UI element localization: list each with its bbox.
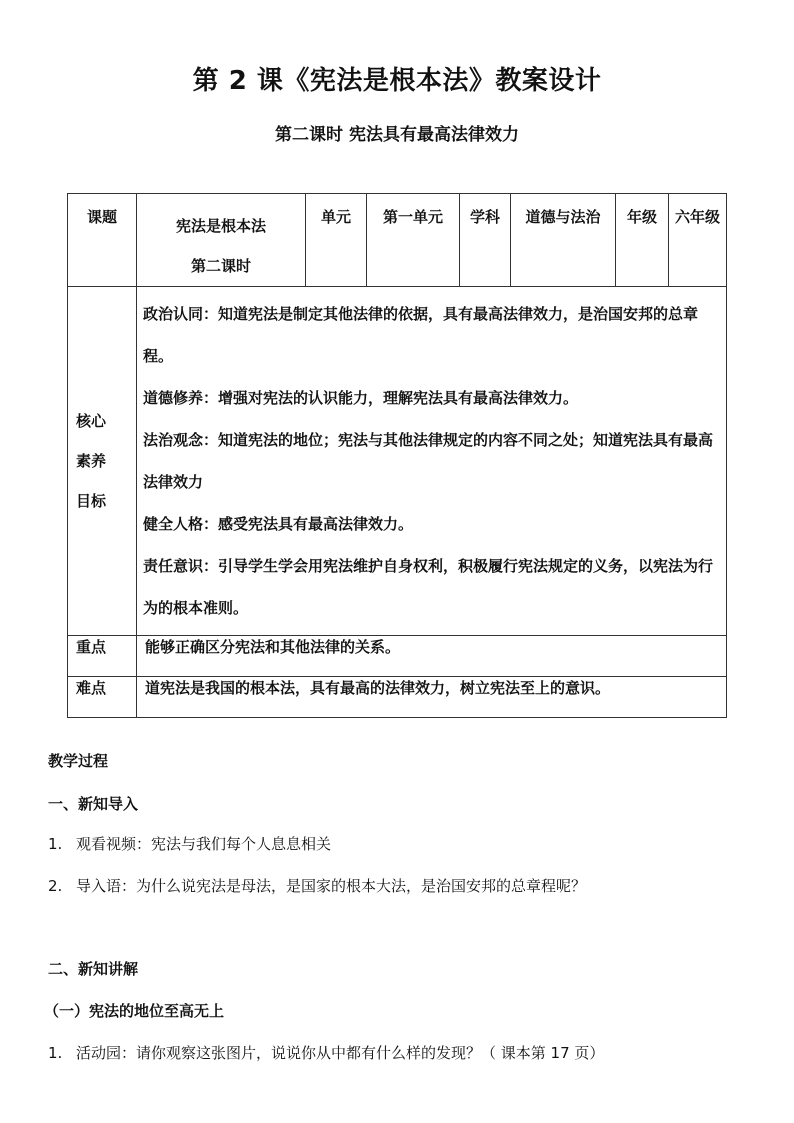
topic-line-1: 宪法是根本法 xyxy=(175,217,266,235)
subsection-heading: （一）宪法的地位至高无上 xyxy=(44,1002,225,1020)
goal-item: 道德修养：增强对宪法的认识能力，理解宪法具有最高法律效力。 xyxy=(143,389,579,407)
subject-value-cell: 道德与法治 xyxy=(511,194,616,287)
key-point-value-cell: 能够正确区分宪法和其他法律的关系。 xyxy=(137,636,727,677)
section-heading: 二、新知讲解 xyxy=(48,960,139,978)
page-title: 第 2 课《宪法是根本法》教案设计 xyxy=(192,66,602,96)
page-subtitle: 第二课时 宪法具有最高法律效力 xyxy=(275,125,519,145)
goals-body-cell xyxy=(137,287,727,636)
table-row xyxy=(68,677,727,718)
goal-item: 政治认同：知道宪法是制定其他法律的依据，具有最高法律效力，是治国安邦的总章程。 xyxy=(143,305,699,365)
difficulty-label: 难点 xyxy=(68,677,137,718)
table-row xyxy=(68,194,727,287)
unit-label-cell: 单元 xyxy=(306,194,367,287)
goal-item: 健全人格：感受宪法具有最高法律效力。 xyxy=(143,515,414,533)
list-item: 1. 活动园：请你观察这张图片，说说你从中都有什么样的发现？（ 课本第 17 页） xyxy=(48,1044,605,1062)
goal-item: 责任意识：引导学生学会用宪法维护自身权利，积极履行宪法规定的义务，以宪法为行为的根本准则。 xyxy=(143,557,714,617)
lesson-info-table xyxy=(67,193,727,718)
topic-line-2: 第二课时 xyxy=(190,257,251,275)
topic-value-cell xyxy=(137,194,306,287)
goals-label-cell: 核心 素养 目标 xyxy=(68,287,137,636)
list-item: 2. 导入语：为什么说宪法是母法，是国家的根本大法，是治国安邦的总章程呢？ xyxy=(48,877,587,895)
key-point-label: 重点 xyxy=(68,636,137,677)
topic-label-cell: 课题 xyxy=(68,194,137,287)
grade-label-cell: 年级 xyxy=(616,194,669,287)
table-row xyxy=(68,287,727,636)
list-item: 1. 观看视频：宪法与我们每个人息息相关 xyxy=(48,835,332,853)
section-heading: 一、新知导入 xyxy=(48,795,139,813)
process-heading: 教学过程 xyxy=(48,752,109,770)
table-row xyxy=(68,636,727,677)
grade-value-cell: 六年级 xyxy=(669,194,727,287)
subject-label-cell: 学科 xyxy=(460,194,511,287)
difficulty-value-cell: 道宪法是我国的根本法，具有最高的法律效力，树立宪法至上的意识。 xyxy=(137,677,727,718)
unit-value-cell: 第一单元 xyxy=(367,194,460,287)
goal-item: 法治观念：知道宪法的地位；宪法与其他法律规定的内容不同之处；知道宪法具有最高法律效力 xyxy=(143,431,714,491)
